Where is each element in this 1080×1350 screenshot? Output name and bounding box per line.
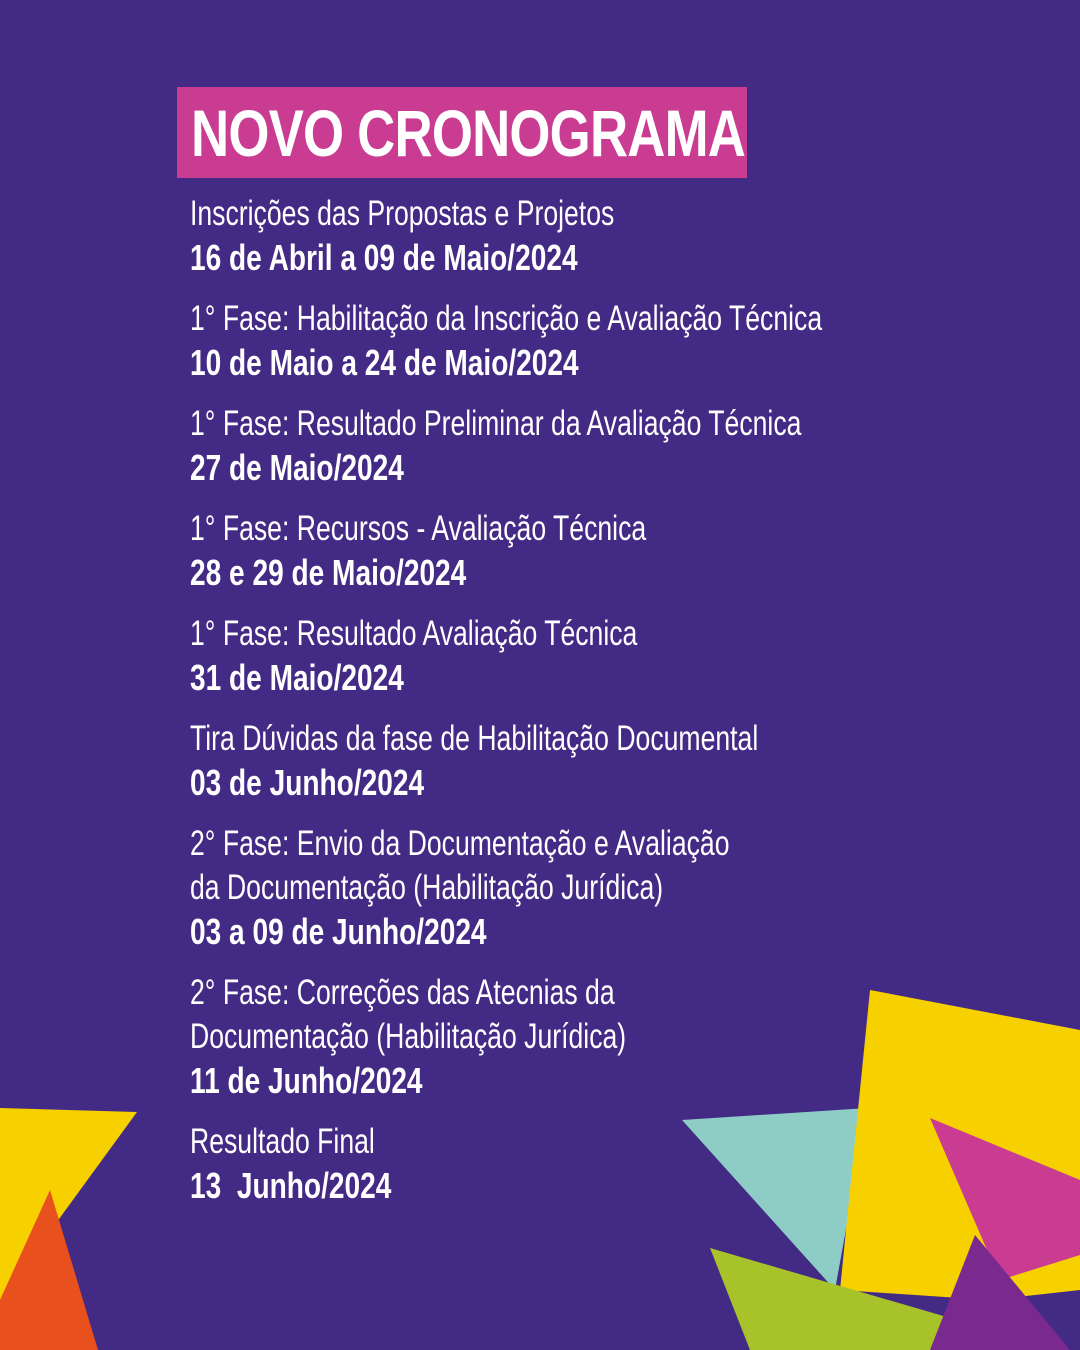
page-title: NOVO CRONOGRAMA [191, 95, 746, 170]
event-label: 1° Fase: Resultado Preliminar da Avaliação Técnica [190, 404, 802, 443]
event-label: Inscrições das Propostas e Projetos [190, 194, 615, 233]
event-date: 31 de Maio/2024 [190, 657, 404, 698]
event-label: 1° Fase: Resultado Avaliação Técnica [190, 614, 638, 653]
title-banner [177, 87, 747, 178]
event-date: 03 a 09 de Junho/2024 [190, 911, 487, 952]
event-date: 27 de Maio/2024 [190, 447, 404, 488]
schedule-item [190, 402, 1050, 490]
event-label: 1° Fase: Habilitação da Inscrição e Avaliação Técnica [190, 299, 823, 338]
schedule-item [190, 822, 1050, 954]
event-date: 13 Junho/2024 [190, 1165, 392, 1206]
schedule-item [190, 507, 1050, 595]
schedule-item [190, 297, 1050, 385]
schedule-list [190, 192, 1050, 1225]
schedule-item [190, 192, 1050, 280]
event-label: 2° Fase: Correções das Atecnias da Documentação (Habilitação Jurídica) [190, 973, 627, 1056]
schedule-item [190, 717, 1050, 805]
event-date: 16 de Abril a 09 de Maio/2024 [190, 237, 578, 278]
schedule-item [190, 612, 1050, 700]
event-label: 1° Fase: Recursos - Avaliação Técnica [190, 509, 647, 548]
schedule-item [190, 1120, 1050, 1208]
event-label: 2° Fase: Envio da Documentação e Avaliação da Documentação (Habilitação Jurídica) [190, 824, 730, 907]
schedule-item [190, 971, 1050, 1103]
event-date: 10 de Maio a 24 de Maio/2024 [190, 342, 579, 383]
event-label: Tira Dúvidas da fase de Habilitação Documental [190, 719, 759, 758]
event-date: 28 e 29 de Maio/2024 [190, 552, 467, 593]
event-label: Resultado Final [190, 1122, 375, 1161]
event-date: 11 de Junho/2024 [190, 1060, 423, 1101]
event-date: 03 de Junho/2024 [190, 762, 425, 803]
